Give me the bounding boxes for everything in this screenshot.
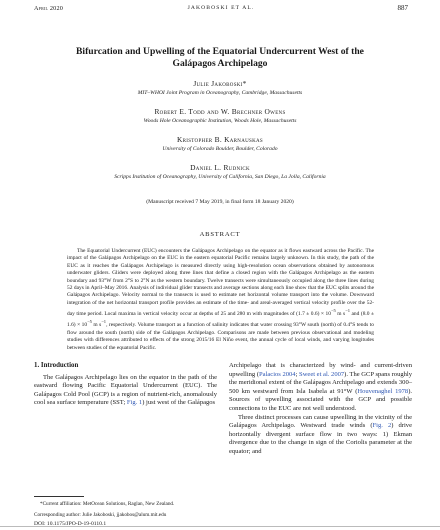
footnote-rule: [34, 496, 84, 497]
affiliation-2: Woods Hole Oceanographic Institution, Woods Hole, Massachusetts: [143, 118, 297, 124]
page-number: 887: [397, 4, 408, 12]
author-2: Robert E. Todd and W. Brechner Owens: [154, 107, 286, 116]
footnote-corresponding-author: Corresponding author: Julie Jakoboski, jjakobos@alum.mit.edu: [34, 512, 167, 518]
author-3: Kristopher B. Karnauskas: [176, 135, 264, 144]
abstract-paragraph: The Equatorial Undercurrent (EUC) encounters the Galápagos Archipelago on the equator as it flows eastward across the Pacific. The impact of the Galápagos Archipelago on the EUC in the eastern equatorial Pacific remains largely unknown. In this study, the path of the EUC as it reaches the Galápagos Archipelago is measured directly using high-resolution ocean observations obtained by autonomous underwater gliders. Gliders were deployed along three lines that define a closed region with the Galápagos Archipelago as the eastern boundary and 93°W from 2°S to 2°N as the western boundary. Twelve transects were simultaneously occupied along the three lines during 52 days in April–May 2016. Analysis of individual glider transects and average sections along each line show that the EUC splits around the Galápagos Archipelago. Velocity normal to the transects is used to estimate net horizontal volume transport into the volume. Downward integration of the net horizontal transport profile provides an estimate of the time- and areal-averaged vertical velocity profile over the 52-day time period. Local maxima in vertical velocity occur at depths of 25 and 280 m with magnitudes of $(1.7 \pm 0.6) \times 10^{-5}$ m $s^{-1}$ and $(8.0 \pm 1.6) \times 10^{-5}$ m $s^{-1}$, respectively. Volume transport as a function of salinity indicates that water crossing 93°W south (north) of 0.4°S tends to flow around the south (north) side of the Galápagos Archipelago. Comparisons are made between previous observational and modeling studies with differences attributed to effects of the strong 2015/16 El Niño event, the annual cycle of local winds, and varying longitudes between studies of the equatorial Pacific.: [67, 248, 374, 351]
paper-title: [40, 46, 400, 69]
title-line-1: Bifurcation and Upwelling of the Equatorial Undercurrent West of the: [76, 46, 364, 57]
title-line-2: Galápagos Archipelago: [172, 57, 268, 69]
running-header: [34, 4, 408, 14]
intro-paragraph-1: The Galápagos Archipelago lies on the equator in the path of the eastward flowing Pacific Equatorial Undercurrent (EUC). The Galápagos Cold Pool (GCP) is a region of nutrient-rich, anomalously cool sea surface temperature (SST; Fig. 1) just west of the Galápagos: [34, 373, 217, 407]
abstract-heading: ABSTRACT: [199, 231, 241, 238]
received-note: (Manuscript received 7 May 2019, in final form 18 January 2020): [146, 199, 294, 205]
footnote-current-affiliation: *Current affiliation: MetOcean Solutions, Raglan, New Zealand.: [40, 501, 175, 507]
section-heading-introduction: 1. Introduction: [34, 362, 79, 369]
intro-paragraph-2: Three distinct processes can cause upwelling in the vicinity of the Galápagos Archipelago. Westward trade winds (Fig. 2) drive horizontally divergent surface flow in two ways: 1) Ekman divergence due to the change in sign of the Coriolis parameter at the equator; and: [229, 413, 412, 455]
right-column: [229, 362, 412, 457]
page-bottom-rule: [0, 526, 440, 527]
affiliation-1: MIT–WHOI Joint Program in Oceanography, Cambridge, Massachusetts: [137, 90, 303, 96]
header-date: April 2020: [34, 5, 64, 12]
header-authors: JAKOBOSKI ET AL.: [187, 5, 255, 11]
intro-paragraph-1-continued: Archipelago that is characterized by wind- and current-driven upwelling (Palacios 2004; Sweet et al. 2007). The GCP spans roughly the meridional extent of the Galápagos Archipelago and extends 300–500 km westward from Isla Isabela at 91°W (Houvenaghel 1978). Sources of upwelling associated with the GCP and possible connections to the EUC are not well understood.: [229, 362, 413, 412]
left-column: [34, 362, 217, 408]
citation-houvenaghel-1978[interactable]: Houvenaghel 1978: [357, 387, 409, 395]
affiliation-3: University of Colorado Boulder, Boulder, Colorado: [162, 146, 278, 152]
abstract-body: [67, 248, 374, 352]
affiliation-4: Scripps Institution of Oceanography, University of California, San Diego, La Jolla, California: [114, 174, 326, 180]
doi: DOI: 10.1175/JPO-D-19-0110.1: [34, 521, 107, 527]
author-4: Daniel L. Rudnick: [190, 163, 250, 172]
citation-palacios-2004[interactable]: Palacios 2004: [259, 370, 296, 378]
author-1: Julie Jakoboski*: [193, 79, 247, 88]
citation-sweet-2007[interactable]: Sweet et al. 2007: [299, 370, 345, 378]
figure-2-link[interactable]: Fig. 2: [372, 422, 392, 430]
figure-1-link[interactable]: Fig. 1: [126, 399, 143, 407]
